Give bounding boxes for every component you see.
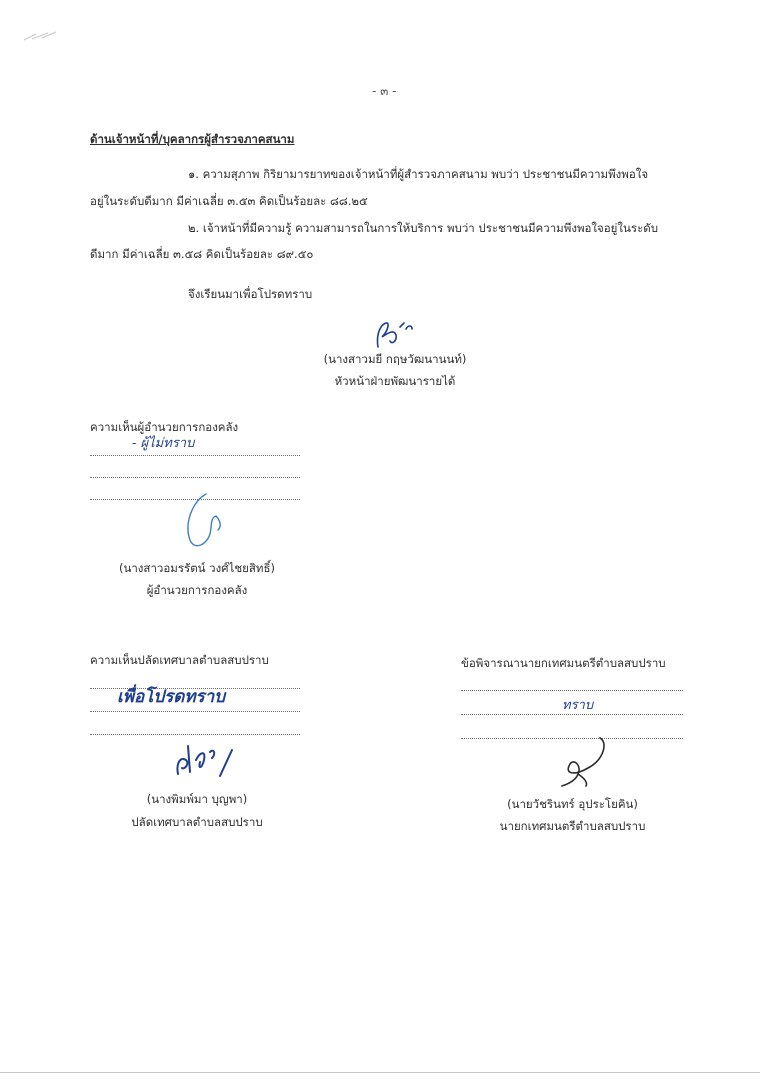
mayor-name: (นายวัชรินทร์ อุประโยคิน) bbox=[507, 797, 638, 811]
mayor-note: ทราบ bbox=[562, 698, 594, 713]
dotted-line bbox=[90, 455, 300, 456]
item-2-line-1 bbox=[90, 220, 700, 236]
dotted-line bbox=[90, 477, 300, 478]
closing-text: จึงเรียนมาเพื่อโปรดทราบ bbox=[188, 287, 313, 301]
section-heading: ด้านเจ้าหน้าที่/บุคลากรผู้สำรวจภาคสนาม bbox=[90, 132, 295, 146]
deputy-clerk-name: (นางพิมพ์มา บุญพา) bbox=[146, 792, 248, 806]
item-2-line-2: ดีมาก มีค่าเฉลี่ย ๓.๕๘ คิดเป็นร้อยละ ๘๙.๕๐ bbox=[90, 247, 314, 261]
mayor-label: ข้อพิจารณานายกเทศมนตรีตำบลสบปราบ bbox=[461, 656, 666, 670]
signer-1-name: (นางสาวมยี กฤษวัฒนานนท์) bbox=[323, 352, 467, 366]
page-edge-line bbox=[0, 1072, 760, 1073]
deputy-clerk-note: เพื่อโปรดทราบ bbox=[117, 687, 225, 707]
signature-2 bbox=[176, 490, 236, 552]
item-1-line-1 bbox=[90, 166, 700, 182]
deputy-clerk-label: ความเห็นปลัดเทศบาลตำบลสบปราบ bbox=[90, 653, 269, 667]
scan-artifact bbox=[22, 30, 58, 42]
signer-1-position: หัวหน้าฝ่ายพัฒนารายได้ bbox=[334, 374, 456, 388]
finance-director-position: ผู้อำนวยการกองคลัง bbox=[146, 583, 248, 597]
mayor-position: นายกเทศมนตรีตำบลสบปราบ bbox=[499, 819, 646, 833]
dotted-line bbox=[90, 711, 300, 712]
signature-4 bbox=[548, 734, 618, 790]
item-1-line-2: อยู่ในระดับดีมาก มีค่าเฉลี่ย ๓.๕๓ คิดเป็นร้อยละ ๘๘.๒๕ bbox=[90, 194, 368, 208]
page-number: - ๓ - bbox=[372, 84, 397, 98]
deputy-clerk-position: ปลัดเทศบาลตำบลสบปราบ bbox=[131, 815, 263, 829]
finance-director-name: (นางสาวอมรรัตน์ วงศ์ไชยสิทธิ์) bbox=[119, 561, 275, 575]
dotted-line bbox=[90, 734, 300, 735]
finance-director-label: ความเห็นผู้อำนวยการกองคลัง bbox=[90, 420, 239, 434]
dotted-line bbox=[461, 714, 683, 715]
finance-director-note: - ผู้ไม่ทราบ bbox=[132, 436, 195, 451]
signature-1 bbox=[368, 317, 428, 353]
item-1-text-1: ๑. ความสุภาพ กิริยามารยาทของเจ้าหน้าที่ผู้สำรวจภาคสนาม พบว่า ประชาชนมีความพึงพอใจ bbox=[188, 167, 649, 181]
dotted-line bbox=[461, 690, 683, 691]
item-2-text-1: ๒. เจ้าหน้าที่มีความรู้ ความสามารถในการให้บริการ พบว่า ประชาชนมีความพึงพอใจอยู่ในระดับ bbox=[188, 221, 659, 235]
signature-3 bbox=[170, 740, 250, 782]
